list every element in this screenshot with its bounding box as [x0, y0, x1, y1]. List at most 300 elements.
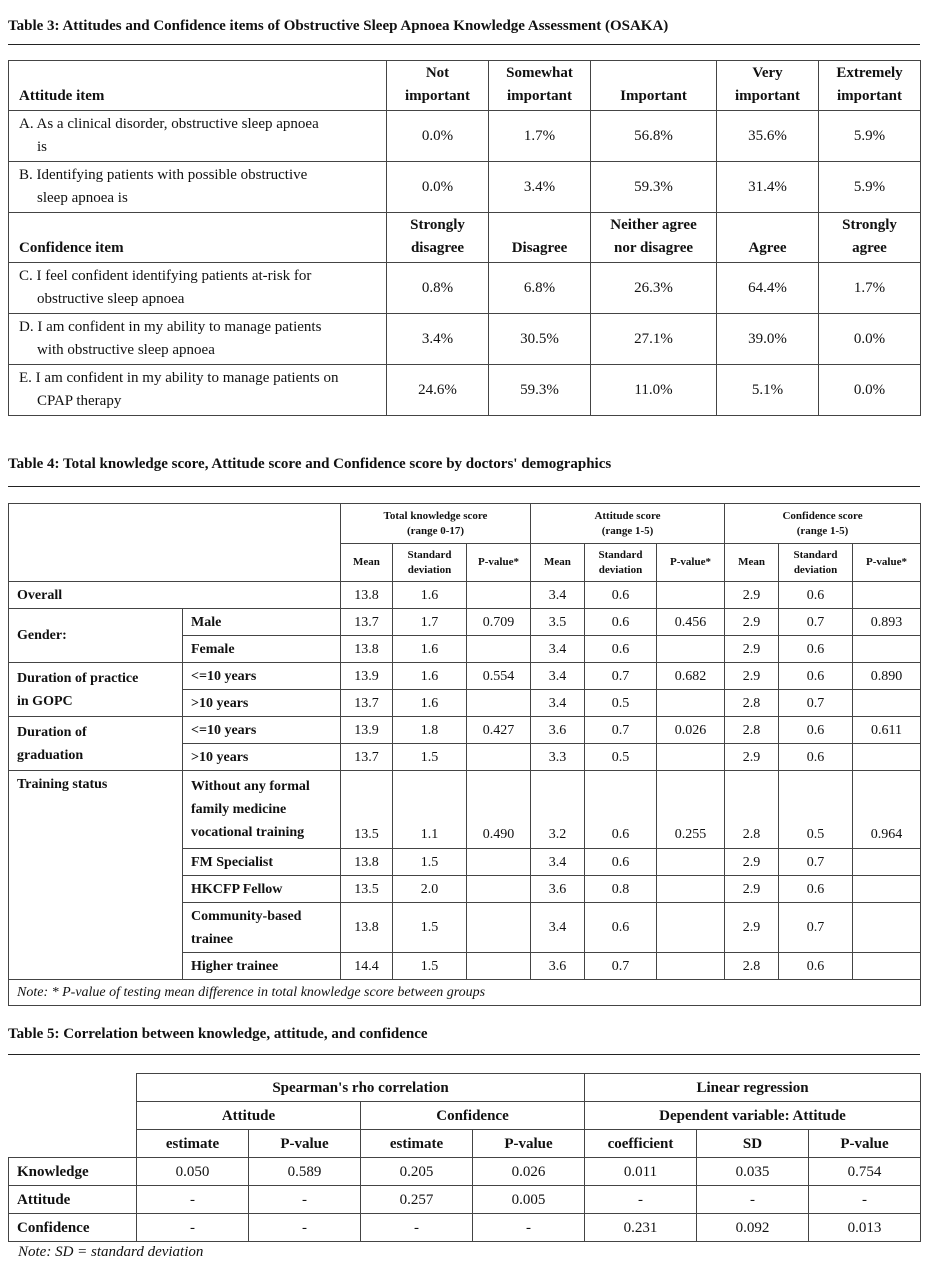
- value-cell: 13.8: [341, 582, 393, 609]
- section-label-line: Training status: [17, 777, 108, 792]
- value-cell: 3.4: [531, 582, 585, 609]
- value-cell: 2.9: [725, 744, 779, 771]
- column-header-line: Strongly: [410, 217, 465, 233]
- row-label-line: Male: [191, 614, 222, 630]
- column-header: [387, 61, 489, 111]
- value-cell: 2.9: [725, 876, 779, 903]
- percent-cell: 0.0%: [819, 314, 921, 365]
- row-label: [183, 636, 341, 663]
- value-cell: 0.7: [585, 717, 657, 744]
- percent-cell: 39.0%: [717, 314, 819, 365]
- value-cell: 0.026: [473, 1158, 585, 1186]
- value-cell: 0.5: [585, 690, 657, 717]
- column-header: [717, 213, 819, 263]
- subheader: [779, 544, 853, 582]
- value-cell: [853, 582, 921, 609]
- section-label-line: in GOPC: [17, 693, 73, 709]
- column-header-line: important: [735, 88, 800, 104]
- value-cell: 0.231: [585, 1214, 697, 1242]
- value-cell: [467, 849, 531, 876]
- value-cell: 0.205: [361, 1158, 473, 1186]
- value-cell: 0.6: [779, 636, 853, 663]
- value-cell: 13.8: [341, 636, 393, 663]
- value-cell: 0.092: [697, 1214, 809, 1242]
- value-cell: [853, 876, 921, 903]
- value-cell: 0.7: [779, 903, 853, 953]
- subheader-line: Mean: [353, 556, 380, 568]
- value-cell: 0.893: [853, 609, 921, 636]
- confidence-header-label: Confidence item: [9, 213, 387, 263]
- group-header-row: [9, 504, 921, 544]
- value-cell: 2.9: [725, 582, 779, 609]
- subheader-line: deviation: [407, 563, 452, 576]
- value-cell: [853, 953, 921, 980]
- row-label-line: trainee: [191, 931, 233, 947]
- value-cell: 0.013: [809, 1214, 921, 1242]
- value-cell: 13.5: [341, 876, 393, 903]
- subheader-line: deviation: [793, 563, 838, 576]
- row-label-line: HKCFP Fellow: [191, 881, 283, 897]
- column-header: estimate: [137, 1130, 249, 1158]
- confidence-row: [9, 365, 921, 416]
- value-cell: 13.5: [341, 771, 393, 849]
- value-cell: 0.005: [473, 1186, 585, 1214]
- value-cell: 0.6: [585, 609, 657, 636]
- row-label-line: family medicine: [191, 802, 287, 817]
- value-cell: [657, 903, 725, 953]
- subheader-line: P-value*: [866, 556, 907, 568]
- group-header-line: Attitude score: [594, 509, 661, 522]
- group-header: [531, 504, 725, 544]
- item-line: obstructive sleep apnoea: [37, 291, 185, 307]
- column-header: [489, 213, 591, 263]
- value-cell: 2.9: [725, 849, 779, 876]
- column-header-line: Extremely: [836, 65, 903, 81]
- value-cell: 2.8: [725, 953, 779, 980]
- value-cell: 1.8: [393, 717, 467, 744]
- column-header: [489, 61, 591, 111]
- row-label: [183, 771, 341, 849]
- group-header-line: (range 1-5): [601, 524, 654, 537]
- value-cell: 0.890: [853, 663, 921, 690]
- column-header-row: [9, 1130, 921, 1158]
- percent-cell: 5.9%: [819, 111, 921, 162]
- column-header-line: important: [837, 88, 902, 104]
- column-header: P-value: [473, 1130, 585, 1158]
- value-cell: [657, 953, 725, 980]
- value-cell: [467, 636, 531, 663]
- value-cell: [467, 876, 531, 903]
- value-cell: [657, 744, 725, 771]
- value-cell: 0.7: [585, 953, 657, 980]
- value-cell: 0.257: [361, 1186, 473, 1214]
- value-cell: 0.6: [779, 663, 853, 690]
- column-header: [591, 61, 717, 111]
- value-cell: [853, 636, 921, 663]
- value-cell: 0.7: [585, 663, 657, 690]
- row-label-line: Higher trainee: [191, 958, 279, 974]
- value-cell: [657, 690, 725, 717]
- column-header: P-value: [809, 1130, 921, 1158]
- value-cell: 3.6: [531, 717, 585, 744]
- subheader: [467, 544, 531, 582]
- data-row: [9, 1214, 921, 1242]
- value-cell: 1.6: [393, 690, 467, 717]
- subheader-line: Standard: [793, 548, 838, 561]
- row-label-line: <=10 years: [191, 722, 257, 738]
- row-label-line: <=10 years: [191, 668, 257, 684]
- column-header: P-value: [249, 1130, 361, 1158]
- value-cell: [467, 690, 531, 717]
- value-cell: 0.5: [585, 744, 657, 771]
- value-cell: 1.5: [393, 903, 467, 953]
- percent-cell: 31.4%: [717, 162, 819, 213]
- percent-cell: 11.0%: [591, 365, 717, 416]
- value-cell: 2.8: [725, 717, 779, 744]
- value-cell: 0.011: [585, 1158, 697, 1186]
- column-header-line: Strongly: [842, 217, 897, 233]
- value-cell: 0.754: [809, 1158, 921, 1186]
- attitude-header-row: [9, 61, 921, 111]
- column-header: [819, 213, 921, 263]
- subheader-line: deviation: [598, 563, 643, 576]
- value-cell: 13.9: [341, 663, 393, 690]
- value-cell: [853, 849, 921, 876]
- confidence-row: [9, 314, 921, 365]
- item-text: [9, 162, 387, 213]
- value-cell: -: [249, 1186, 361, 1214]
- group-header-line: (range 0-17): [406, 524, 465, 537]
- group-header-line: (range 1-5): [796, 524, 849, 537]
- value-cell: [657, 636, 725, 663]
- subheader-line: Mean: [738, 556, 765, 568]
- subheader: [531, 544, 585, 582]
- value-cell: 13.8: [341, 849, 393, 876]
- value-cell: 0.6: [585, 771, 657, 849]
- column-header-line: Not: [425, 65, 450, 81]
- subheader-line: P-value*: [478, 556, 519, 568]
- value-cell: 0.255: [657, 771, 725, 849]
- row-label-line: Community-based: [191, 908, 302, 924]
- value-cell: 0.5: [779, 771, 853, 849]
- subheader-line: Standard: [407, 548, 452, 561]
- subgroup-header-row: [9, 1102, 921, 1130]
- value-cell: 0.6: [779, 953, 853, 980]
- value-cell: 2.8: [725, 771, 779, 849]
- table4: [8, 503, 921, 1006]
- column-header: estimate: [361, 1130, 473, 1158]
- value-cell: [467, 582, 531, 609]
- value-cell: 1.1: [393, 771, 467, 849]
- value-cell: 0.682: [657, 663, 725, 690]
- item-line: with obstructive sleep apnoea: [37, 342, 215, 358]
- value-cell: 0.7: [779, 690, 853, 717]
- item-line: sleep apnoea is: [37, 190, 128, 206]
- item-line: CPAP therapy: [37, 393, 122, 409]
- column-header-line: Disagree: [511, 240, 568, 256]
- value-cell: 3.2: [531, 771, 585, 849]
- row-label: [183, 609, 341, 636]
- group-header: [725, 504, 921, 544]
- value-cell: 3.4: [531, 690, 585, 717]
- percent-cell: 6.8%: [489, 263, 591, 314]
- value-cell: 2.8: [725, 690, 779, 717]
- value-cell: -: [473, 1214, 585, 1242]
- item-text: [9, 314, 387, 365]
- group-header-line: Total knowledge score: [383, 509, 488, 522]
- group-header-row: [9, 1074, 921, 1102]
- item-line: A. As a clinical disorder, obstructive sleep apnoea: [19, 116, 319, 132]
- row-label: [183, 744, 341, 771]
- subheader: [341, 544, 393, 582]
- column-header-line: Agree: [748, 240, 787, 256]
- dependent-variable-subheader: Dependent variable: Attitude: [585, 1102, 921, 1130]
- value-cell: 0.611: [853, 717, 921, 744]
- value-cell: 3.4: [531, 903, 585, 953]
- percent-cell: 0.0%: [819, 365, 921, 416]
- column-header-line: Very: [752, 65, 783, 81]
- column-header-line: important: [405, 88, 470, 104]
- value-cell: [657, 849, 725, 876]
- value-cell: 1.6: [393, 663, 467, 690]
- percent-cell: 0.0%: [387, 111, 489, 162]
- section-label-line: Duration of: [17, 724, 87, 740]
- row-label-line: vocational training: [191, 825, 305, 840]
- value-cell: [657, 876, 725, 903]
- section-label: [9, 717, 183, 771]
- value-cell: 0.490: [467, 771, 531, 849]
- data-row: [9, 1186, 921, 1214]
- value-cell: -: [697, 1186, 809, 1214]
- percent-cell: 59.3%: [489, 365, 591, 416]
- column-header-line: important: [507, 88, 572, 104]
- section-label-line: Gender:: [17, 628, 67, 643]
- row-label: [183, 953, 341, 980]
- column-header: [591, 213, 717, 263]
- value-cell: 0.050: [137, 1158, 249, 1186]
- item-line: is: [37, 139, 48, 155]
- percent-cell: 30.5%: [489, 314, 591, 365]
- value-cell: 2.9: [725, 609, 779, 636]
- table4-caption: Table 4: Total knowledge score, Attitude score and Confidence score by doctors' demographics: [8, 456, 612, 472]
- value-cell: 2.9: [725, 636, 779, 663]
- value-cell: 1.5: [393, 953, 467, 980]
- row-label-line: FM Specialist: [191, 854, 274, 870]
- column-header: [819, 61, 921, 111]
- row-label: [183, 663, 341, 690]
- subheader: [853, 544, 921, 582]
- value-cell: 0.6: [779, 717, 853, 744]
- section-label-line: Duration of practice: [17, 670, 139, 686]
- value-cell: 3.6: [531, 876, 585, 903]
- value-cell: [657, 582, 725, 609]
- column-header-line: Somewhat: [506, 65, 573, 81]
- percent-cell: 5.9%: [819, 162, 921, 213]
- value-cell: 0.964: [853, 771, 921, 849]
- item-text: [9, 263, 387, 314]
- value-cell: -: [809, 1186, 921, 1214]
- group-header-line: Confidence score: [782, 509, 863, 522]
- value-cell: 0.427: [467, 717, 531, 744]
- value-cell: 0.6: [585, 903, 657, 953]
- value-cell: [467, 903, 531, 953]
- subheader: [393, 544, 467, 582]
- percent-cell: 26.3%: [591, 263, 717, 314]
- value-cell: 13.9: [341, 717, 393, 744]
- data-row: [9, 663, 921, 690]
- percent-cell: 56.8%: [591, 111, 717, 162]
- value-cell: 1.6: [393, 582, 467, 609]
- value-cell: 1.5: [393, 849, 467, 876]
- item-line: D. I am confident in my ability to manage patients: [19, 319, 322, 335]
- value-cell: [467, 953, 531, 980]
- value-cell: 13.8: [341, 903, 393, 953]
- percent-cell: 24.6%: [387, 365, 489, 416]
- attitude-row: [9, 162, 921, 213]
- subheader-line: Mean: [544, 556, 571, 568]
- row-label-line: Female: [191, 641, 235, 657]
- value-cell: 14.4: [341, 953, 393, 980]
- overall-row: [9, 582, 921, 609]
- row-label-line: Without any formal: [191, 779, 310, 794]
- confidence-row: [9, 263, 921, 314]
- row-label-line: >10 years: [191, 695, 249, 711]
- value-cell: 3.4: [531, 849, 585, 876]
- value-cell: 0.7: [779, 849, 853, 876]
- attitude-row: [9, 111, 921, 162]
- value-cell: 3.6: [531, 953, 585, 980]
- column-header-line: Important: [620, 88, 687, 104]
- value-cell: 0.554: [467, 663, 531, 690]
- value-cell: 0.026: [657, 717, 725, 744]
- item-line: C. I feel confident identifying patients at-risk for: [19, 268, 312, 284]
- subheader: [725, 544, 779, 582]
- subheader: [657, 544, 725, 582]
- value-cell: 2.0: [393, 876, 467, 903]
- row-label: [183, 903, 341, 953]
- table5-caption: Table 5: Correlation between knowledge, attitude, and confidence: [8, 1026, 428, 1042]
- table5-rule: [8, 1054, 920, 1055]
- row-label: Confidence: [9, 1214, 137, 1242]
- value-cell: 0.6: [585, 582, 657, 609]
- value-cell: [853, 903, 921, 953]
- item-text: [9, 111, 387, 162]
- value-cell: 0.7: [779, 609, 853, 636]
- percent-cell: 59.3%: [591, 162, 717, 213]
- header-blank: [9, 1074, 137, 1158]
- row-label: Knowledge: [9, 1158, 137, 1186]
- percent-cell: 1.7%: [819, 263, 921, 314]
- section-label: [9, 609, 183, 663]
- section-label: [9, 663, 183, 717]
- value-cell: 1.6: [393, 636, 467, 663]
- value-cell: -: [361, 1214, 473, 1242]
- table3: [8, 60, 921, 416]
- percent-cell: 3.4%: [489, 162, 591, 213]
- column-header: coefficient: [585, 1130, 697, 1158]
- item-text: [9, 365, 387, 416]
- value-cell: 0.6: [779, 876, 853, 903]
- value-cell: 0.709: [467, 609, 531, 636]
- overall-label: Overall: [9, 582, 341, 609]
- value-cell: 13.7: [341, 744, 393, 771]
- header-blank: [9, 504, 341, 582]
- section-label: [9, 771, 183, 980]
- row-label: [183, 690, 341, 717]
- value-cell: 3.4: [531, 663, 585, 690]
- value-cell: [853, 690, 921, 717]
- value-cell: 0.6: [779, 582, 853, 609]
- percent-cell: 1.7%: [489, 111, 591, 162]
- value-cell: -: [585, 1186, 697, 1214]
- value-cell: 2.9: [725, 903, 779, 953]
- value-cell: 3.3: [531, 744, 585, 771]
- column-header-line: nor disagree: [613, 240, 694, 256]
- value-cell: 2.9: [725, 663, 779, 690]
- value-cell: 3.5: [531, 609, 585, 636]
- column-header-line: Neither agree: [610, 217, 697, 233]
- group-header: [341, 504, 531, 544]
- value-cell: 0.6: [585, 636, 657, 663]
- value-cell: -: [137, 1214, 249, 1242]
- note-row: [9, 980, 921, 1006]
- column-header: SD: [697, 1130, 809, 1158]
- confidence-header-row: [9, 213, 921, 263]
- table3-caption: Table 3: Attitudes and Confidence items of Obstructive Sleep Apnoea Knowledge Assessment (OSAKA): [8, 18, 669, 34]
- item-line: E. I am confident in my ability to manage patients on: [19, 370, 339, 386]
- value-cell: [467, 744, 531, 771]
- subheader: [585, 544, 657, 582]
- value-cell: 13.7: [341, 690, 393, 717]
- row-label: Attitude: [9, 1186, 137, 1214]
- percent-cell: 35.6%: [717, 111, 819, 162]
- value-cell: [853, 744, 921, 771]
- value-cell: 1.5: [393, 744, 467, 771]
- attitude-subheader: Attitude: [137, 1102, 361, 1130]
- column-header: [387, 213, 489, 263]
- spearman-header: Spearman's rho correlation: [137, 1074, 585, 1102]
- subheader-line: Standard: [598, 548, 643, 561]
- column-header-line: disagree: [410, 240, 465, 256]
- value-cell: 0.589: [249, 1158, 361, 1186]
- table5: [8, 1073, 921, 1242]
- data-row: [9, 771, 921, 849]
- value-cell: 0.8: [585, 876, 657, 903]
- percent-cell: 0.8%: [387, 263, 489, 314]
- value-cell: 0.456: [657, 609, 725, 636]
- table5-note: Note: SD = standard deviation: [18, 1244, 204, 1260]
- value-cell: -: [137, 1186, 249, 1214]
- section-label-line: graduation: [17, 747, 84, 763]
- column-header-line: agree: [852, 240, 887, 256]
- percent-cell: 64.4%: [717, 263, 819, 314]
- attitude-header-label: Attitude item: [9, 61, 387, 111]
- row-label-line: >10 years: [191, 749, 249, 765]
- percent-cell: 27.1%: [591, 314, 717, 365]
- value-cell: 0.6: [585, 849, 657, 876]
- table3-rule: [8, 44, 920, 45]
- data-row: [9, 609, 921, 636]
- confidence-subheader: Confidence: [361, 1102, 585, 1130]
- subheader-line: P-value*: [670, 556, 711, 568]
- value-cell: 13.7: [341, 609, 393, 636]
- value-cell: 1.7: [393, 609, 467, 636]
- data-row: [9, 1158, 921, 1186]
- percent-cell: 0.0%: [387, 162, 489, 213]
- table4-rule: [8, 486, 920, 487]
- value-cell: 0.035: [697, 1158, 809, 1186]
- value-cell: 0.6: [779, 744, 853, 771]
